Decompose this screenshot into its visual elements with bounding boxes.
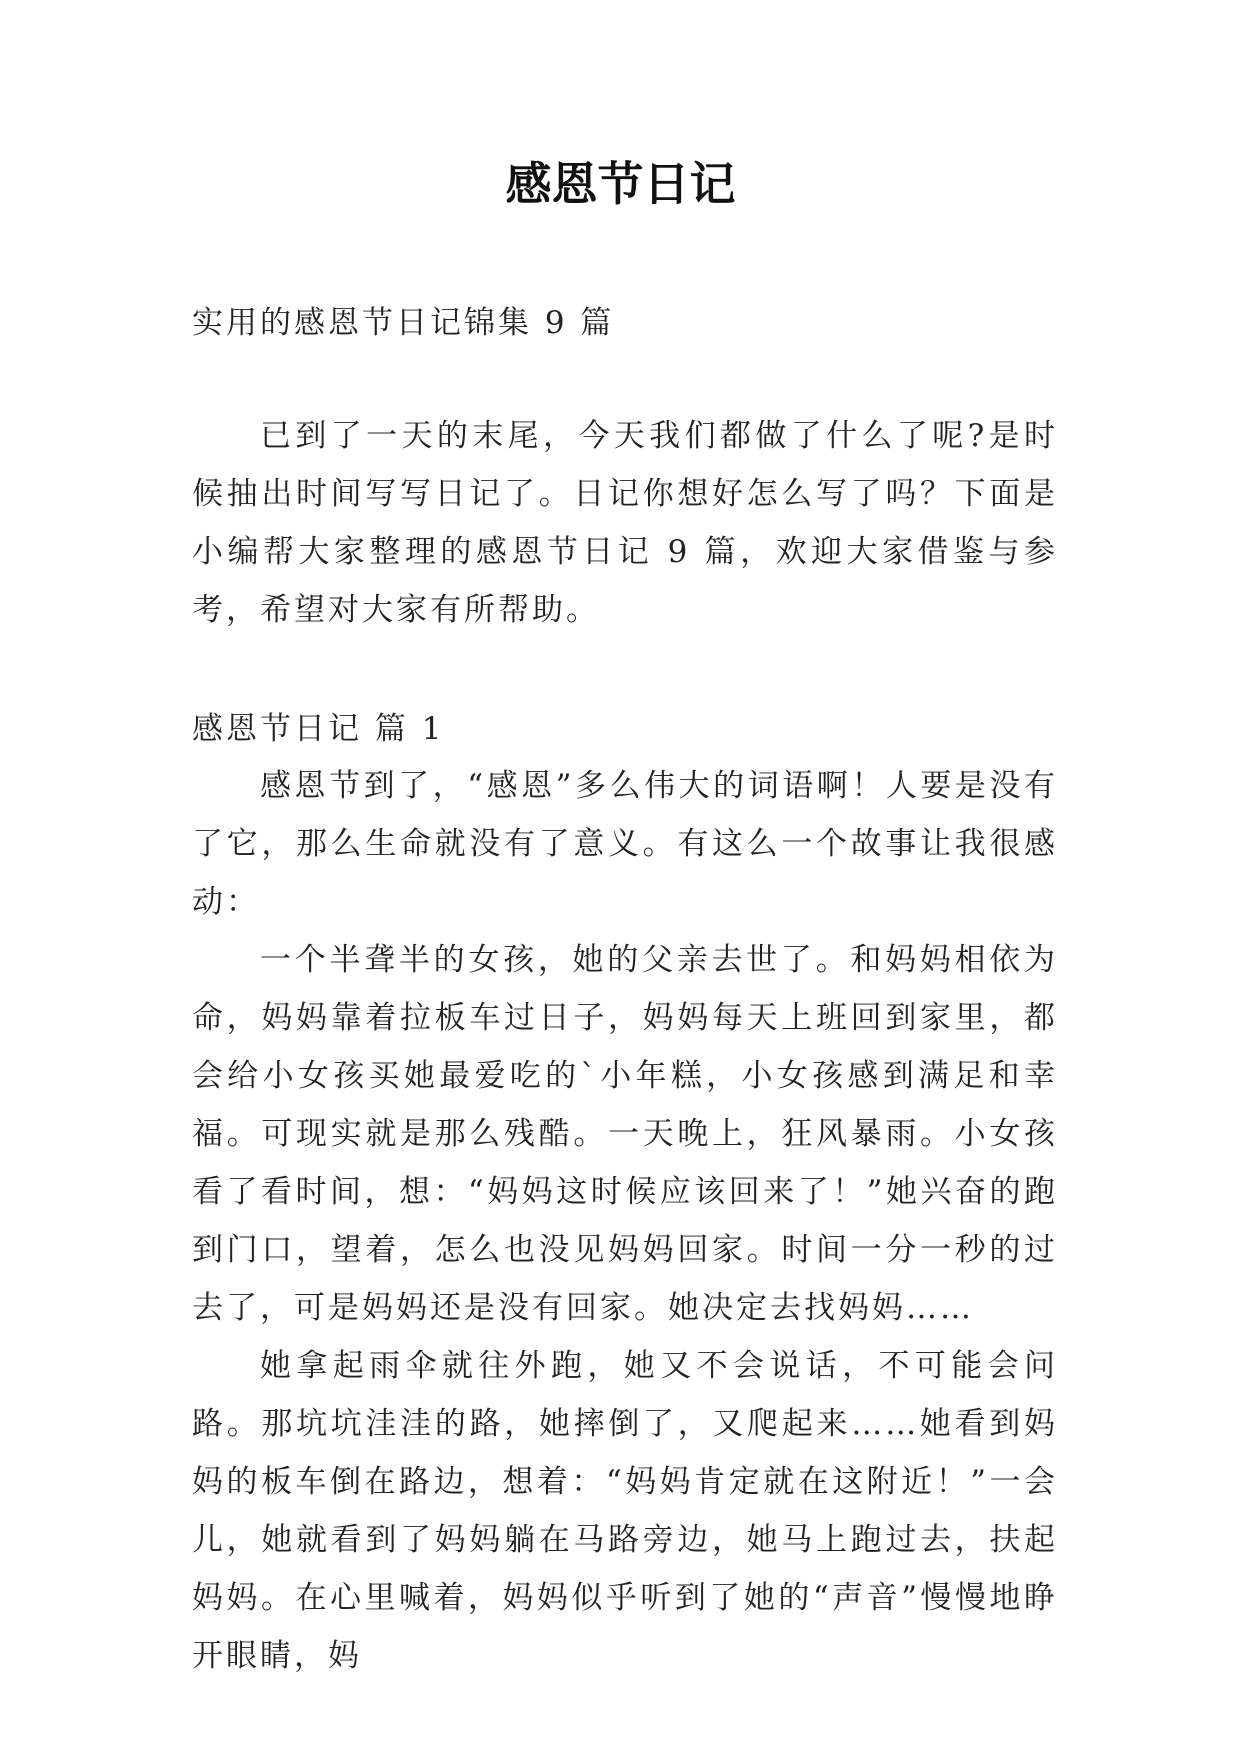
document-subtitle: 实用的感恩节日记锦集 9 篇 <box>192 305 615 341</box>
section-content <box>192 757 1058 1685</box>
body-paragraph: 感恩节到了，“感恩”多么伟大的词语啊！人要是没有了它，那么生命就没有了意义。有这么一个故事让我很感动： <box>192 768 1058 920</box>
document-title: 感恩节日记 <box>505 157 736 211</box>
intro-paragraph: 已到了一天的末尾，今天我们都做了什么了呢?是时候抽出时间写写日记了。日记你想好怎么写了吗？下面是小编帮大家整理的感恩节日记 9 篇，欢迎大家借鉴与参考，希望对大家有所帮助。 <box>192 418 1058 628</box>
section-heading: 感恩节日记 篇 1 <box>192 711 445 747</box>
body-paragraph: 一个半聋半的女孩，她的父亲去世了。和妈妈相依为命，妈妈靠着拉板车过日子，妈妈每天上班回到家里，都会给小女孩买她最爱吃的`小年糕，小女孩感到满足和幸福。可现实就是那么残酷。一天晚上，狂风暴雨。小女孩看了看时间，想：“妈妈这时候应该回来了！”她兴奋的跑到门口，望着，怎么也没见妈妈回家。时间一分一秒的过去了，可是妈妈还是没有回家。她决定去找妈妈…… <box>192 942 1058 1326</box>
body-paragraph: 她拿起雨伞就往外跑，她又不会说话，不可能会问路。那坑坑洼洼的路，她摔倒了，又爬起来……她看到妈妈的板车倒在路边，想着：“妈妈肯定就在这附近！”一会儿，她就看到了妈妈躺在马路旁边，她马上跑过去，扶起妈妈。在心里喊着，妈妈似乎听到了她的“声音”慢慢地睁开眼睛，妈 <box>192 1348 1058 1674</box>
